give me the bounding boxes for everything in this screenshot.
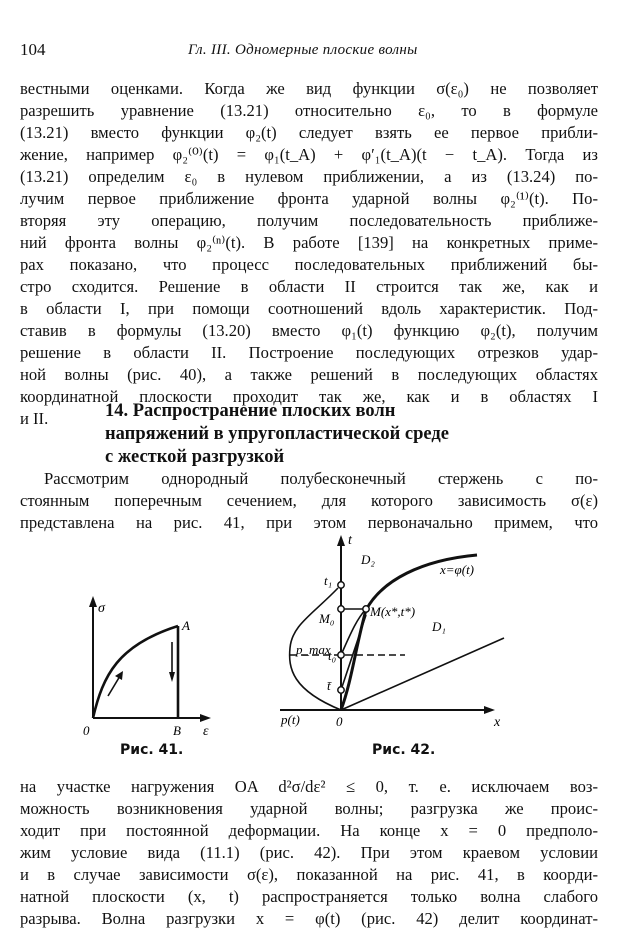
text-line: рах показано, что процесс последовательных приближений бы- [20, 255, 598, 274]
paragraph-3 [20, 776, 598, 930]
point-tbar [338, 687, 344, 693]
text-line: и II. [20, 409, 49, 428]
heading-line: с жесткой разгрузкой [105, 447, 285, 467]
section-heading [105, 400, 575, 469]
unloading-wave-curve [341, 555, 477, 710]
text-line: ной волны (рис. 40), а также решений в последующих областях [20, 365, 598, 384]
text-line: ходит при постоянной деформации. На конце x = 0 предполо- [20, 821, 598, 840]
text-line: разрыва. Волна разгрузки x = φ(t) (рис. 42) делит координат- [20, 909, 598, 928]
text-line: в области I, при помощи соотношений вдоль характеристик. Под- [20, 299, 598, 318]
figure-42 [272, 530, 512, 730]
point-t0 [338, 652, 344, 658]
text-line: жение, например φ₂⁽⁰⁾(t) = φ₁(t_A) + φ′₁(t_A)(t − t_A). Тогда из [20, 145, 598, 164]
text-line: можность возникновения ударной волны; разгрузка же проис- [20, 799, 598, 818]
heading-line: 14. Распространение плоских волн [105, 401, 396, 421]
text-line: ставив в формулы (13.20) вместо φ₁(t) функцию φ₂(t), получим [20, 321, 598, 340]
point-b-label: B [173, 723, 181, 738]
text-line: вторяя эту операцию, получим последовательность приближе- [20, 211, 598, 230]
text-line: лучим первое приближение фронта ударной волны φ₂⁽¹⁾(t). По- [20, 189, 598, 208]
t0-connector [341, 609, 366, 655]
tbar-label: t̄ [327, 678, 331, 693]
text-line: (13.21) определим ε₀ в нулевом приближении, а из (13.24) по- [20, 167, 598, 186]
page-header [20, 40, 600, 64]
x-axis-arrow [484, 706, 495, 714]
epsilon-axis-arrow [200, 714, 211, 722]
figure-41 [78, 590, 218, 740]
page-number: 104 [20, 40, 46, 59]
text-line: координатной плоскости проходит так же, как и в областях I [20, 387, 598, 406]
text-line: стро сходится. Решение в области II строится так же, как и [20, 277, 598, 296]
characteristic-line [341, 638, 504, 710]
t-axis-arrow [337, 535, 345, 546]
point-a-label: A [182, 618, 190, 633]
figure-42-diagram [272, 530, 512, 730]
text-line: (13.21) вместо функции φ₂(t) следует взять ее первое прибли- [20, 123, 598, 142]
text-line: на участке нагружения OA d²σ/dε² ≤ 0, т. е. исключаем воз- [20, 777, 598, 796]
unloading-arrow-head [169, 672, 175, 682]
x-axis-label: x [494, 715, 501, 730]
m0-label: M₀ [319, 611, 335, 626]
text-line: представлена на рис. 41, при этом первоначально примем, что [20, 513, 598, 532]
running-head: Гл. III. Одномерные плоские волны [188, 42, 418, 58]
paragraph-2 [20, 468, 598, 534]
paragraph-1 [20, 78, 598, 430]
epsilon-label: ε [203, 724, 209, 739]
point-t1 [338, 582, 344, 588]
sigma-label: σ [98, 601, 105, 616]
region-d1-label: D₁ [432, 619, 446, 634]
m-point-label: M(x*,t*) [370, 604, 416, 619]
sigma-axis-arrow [89, 596, 97, 607]
text-line: разрешить уравнение (13.21) относительно ε₀, то в формуле [20, 101, 598, 120]
text-line: и в случае зависимости σ(ε), показанной на рис. 41, в коорди- [20, 865, 598, 884]
loading-arrow [108, 676, 120, 696]
text-line: натной плоскости (x, t) распространяется только волна слабого [20, 887, 598, 906]
t-axis-label: t [348, 533, 352, 548]
text-line: решение в области II. Построение последующих отрезков удар- [20, 343, 598, 362]
text-line: жим условие вида (11.1) (рис. 42). При этом краевом условии [20, 843, 598, 862]
curve-label: x=φ(t) [440, 562, 475, 577]
figure-42-caption: Рис. 42. [372, 742, 436, 758]
text-line: ний фронта волны φ₂⁽ⁿ⁾(t). В работе [139] на конкретных приме- [20, 233, 598, 252]
heading-line: напряжений в упругопластической среде [105, 424, 449, 444]
pmax-label: p_max [296, 642, 331, 657]
point-m0 [338, 606, 344, 612]
text-line: вестными оценками. Когда же вид функции σ(ε₀) не позволяет [20, 79, 598, 98]
figure-41-caption: Рис. 41. [120, 742, 184, 758]
loading-curve [93, 626, 178, 718]
point-m [363, 606, 369, 612]
region-d2-label: D₂ [361, 552, 375, 567]
origin-label: 0 [336, 714, 343, 729]
text-line: стоянным поперечным сечением, для которого зависимость σ(ε) [20, 491, 598, 510]
figure-41-diagram [78, 590, 218, 740]
origin-label: 0 [83, 723, 90, 738]
text-line: Рассмотрим однородный полубесконечный стержень с по- [44, 469, 598, 488]
t0-label: t₀ [328, 648, 337, 663]
p-of-t-label: p(t) [281, 712, 300, 727]
t1-label: t₁ [324, 573, 333, 588]
